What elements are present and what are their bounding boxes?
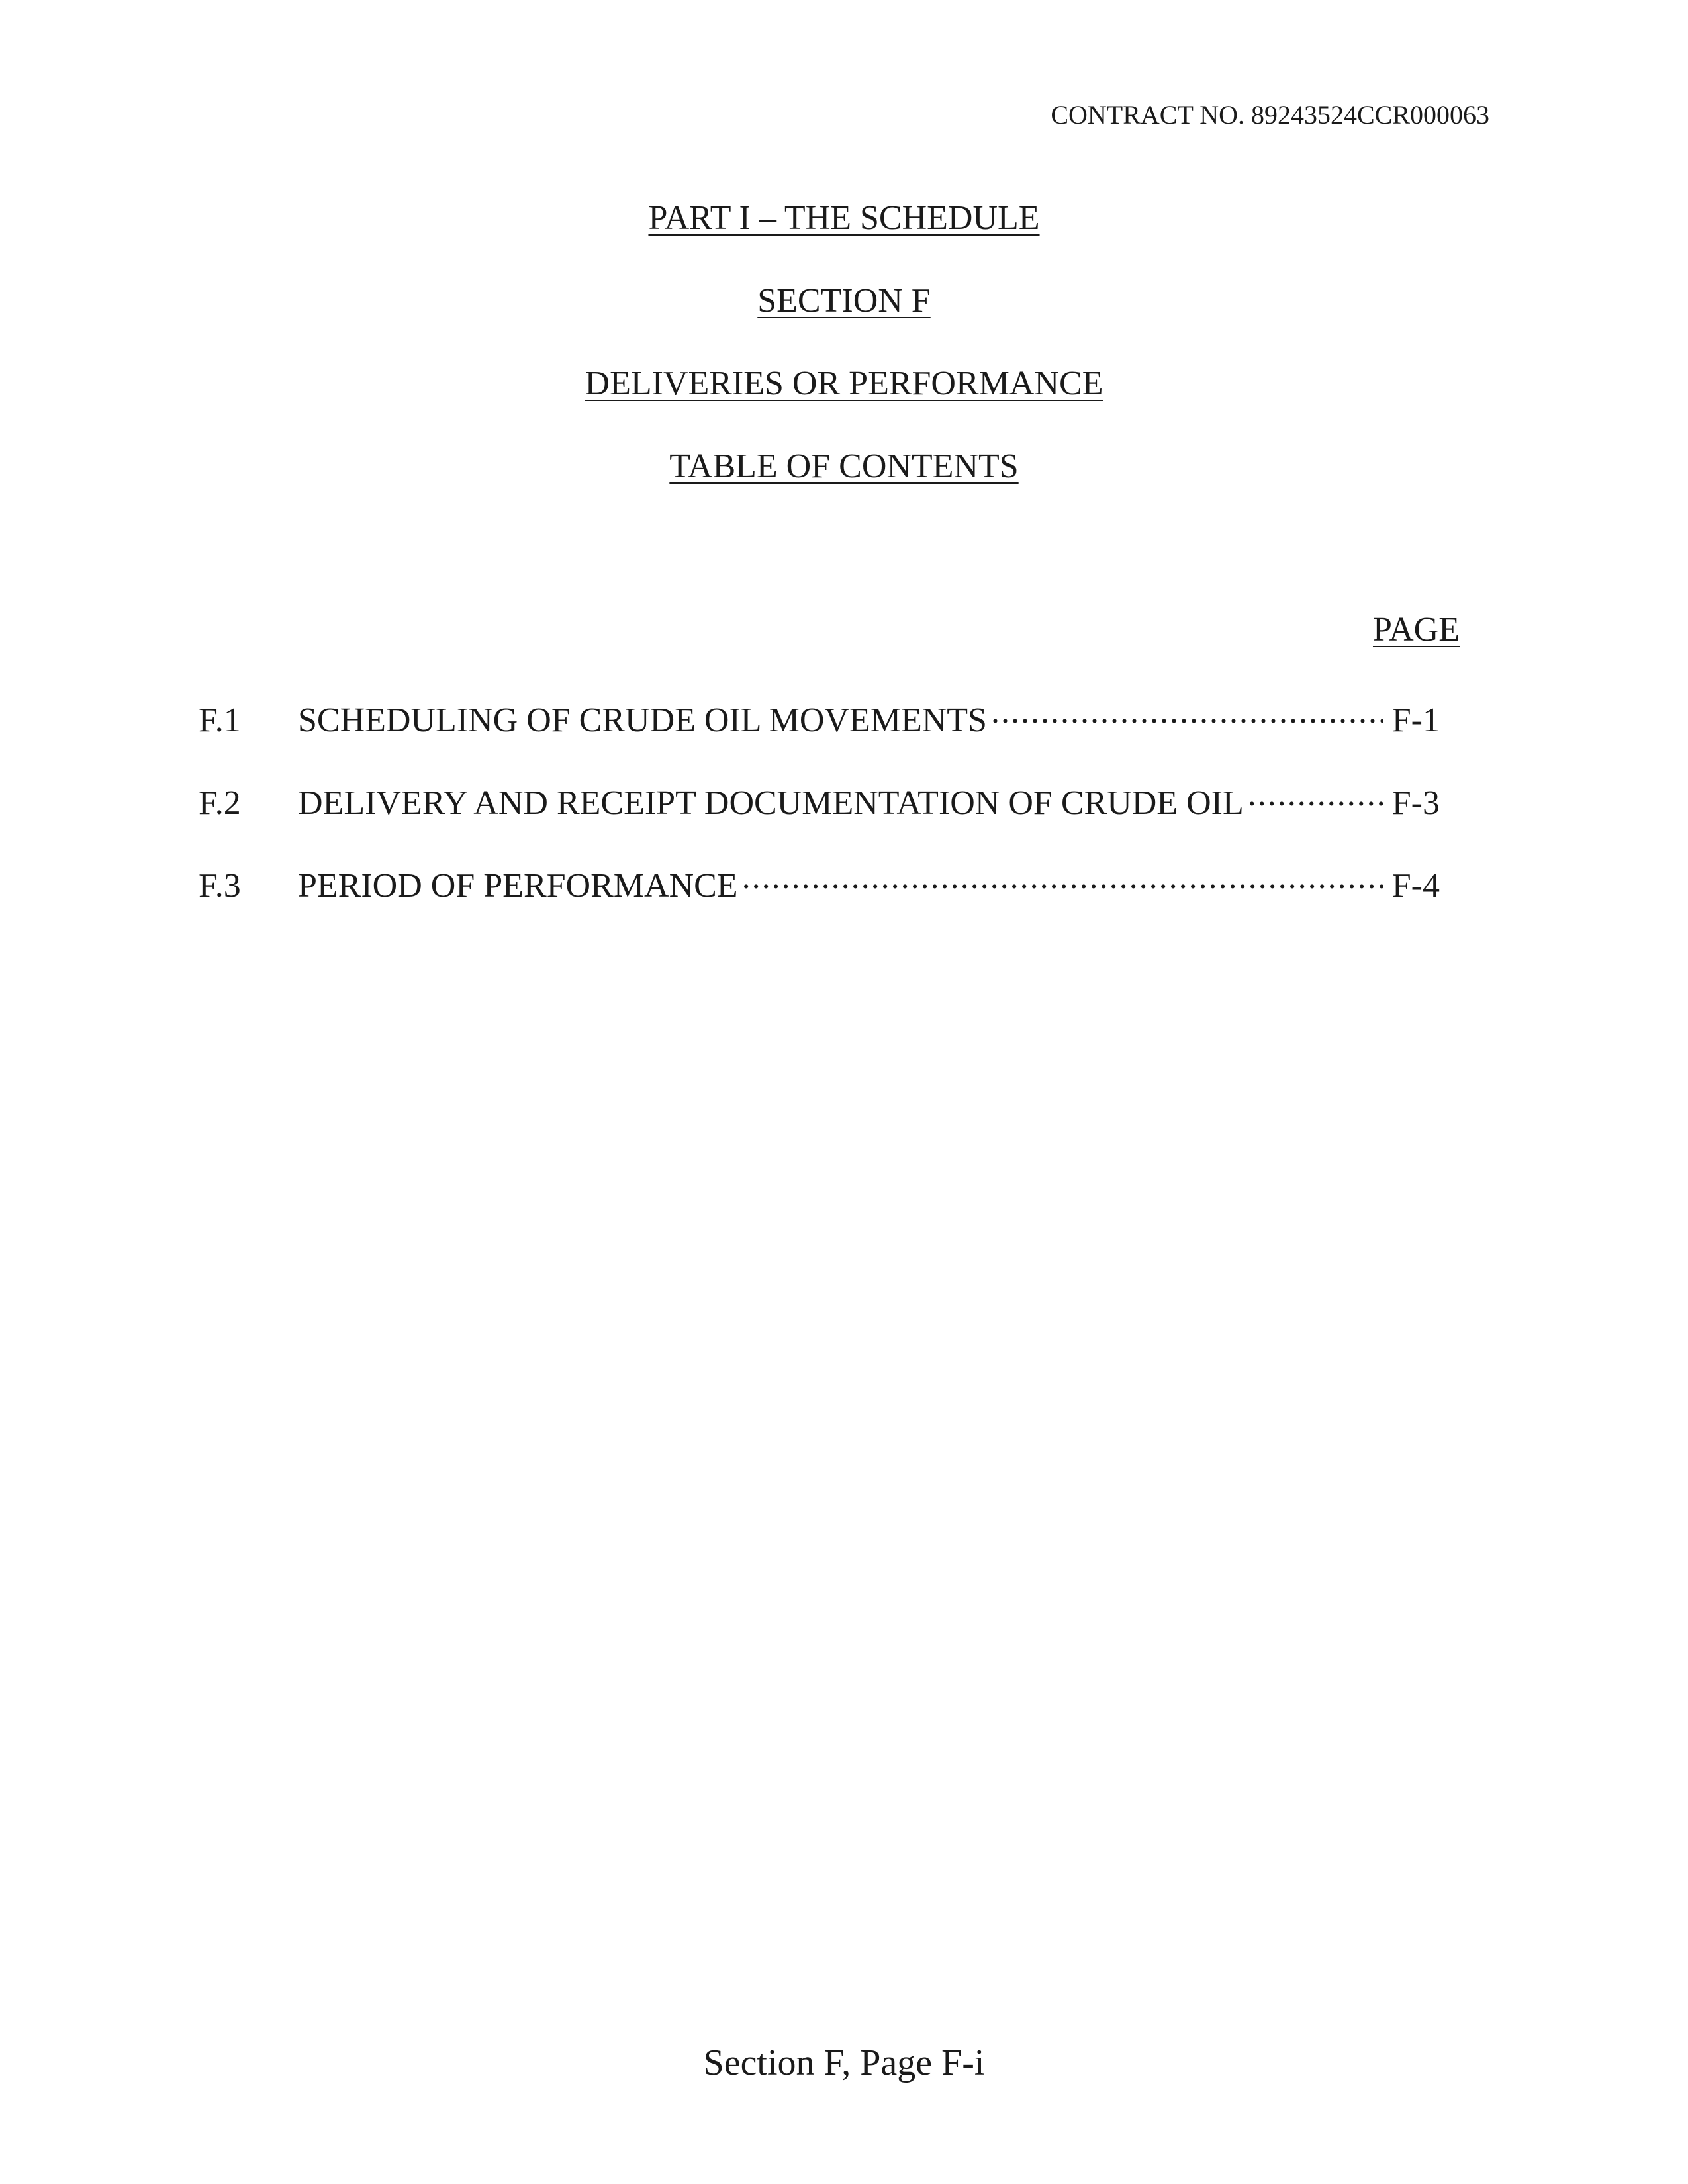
section-title: DELIVERIES OR PERFORMANCE: [585, 365, 1103, 402]
contract-number: CONTRACT NO. 89243524CCR000063: [1051, 100, 1489, 130]
toc-entry-page: F-3: [1391, 784, 1440, 822]
toc-entry-page: F-4: [1391, 867, 1440, 905]
part-heading: PART I – THE SCHEDULE: [648, 199, 1040, 237]
section-heading: SECTION F: [757, 282, 931, 320]
toc-heading: TABLE OF CONTENTS: [669, 447, 1019, 485]
toc-dot-leader: [1248, 774, 1383, 814]
toc-entry-title: SCHEDULING OF CRUDE OIL MOVEMENTS: [298, 702, 987, 739]
toc-entry-number: F.2: [199, 784, 241, 822]
toc-entry-title: DELIVERY AND RECEIPT DOCUMENTATION OF CRUDE OIL: [298, 784, 1244, 822]
page-footer: Section F, Page F-i: [703, 2042, 985, 2083]
toc-entry: [199, 774, 1440, 821]
toc-entry: [199, 692, 1440, 738]
toc-entry-number: F.3: [199, 867, 241, 905]
toc-page-column-label: PAGE: [1372, 611, 1460, 649]
toc-entry-page: F-1: [1391, 702, 1440, 739]
toc-entry-number: F.1: [199, 702, 241, 739]
toc-entry: [199, 857, 1440, 903]
toc-dot-leader: [991, 692, 1383, 731]
toc-dot-leader: [742, 857, 1383, 897]
toc-entry-title: PERIOD OF PERFORMANCE: [298, 867, 738, 905]
